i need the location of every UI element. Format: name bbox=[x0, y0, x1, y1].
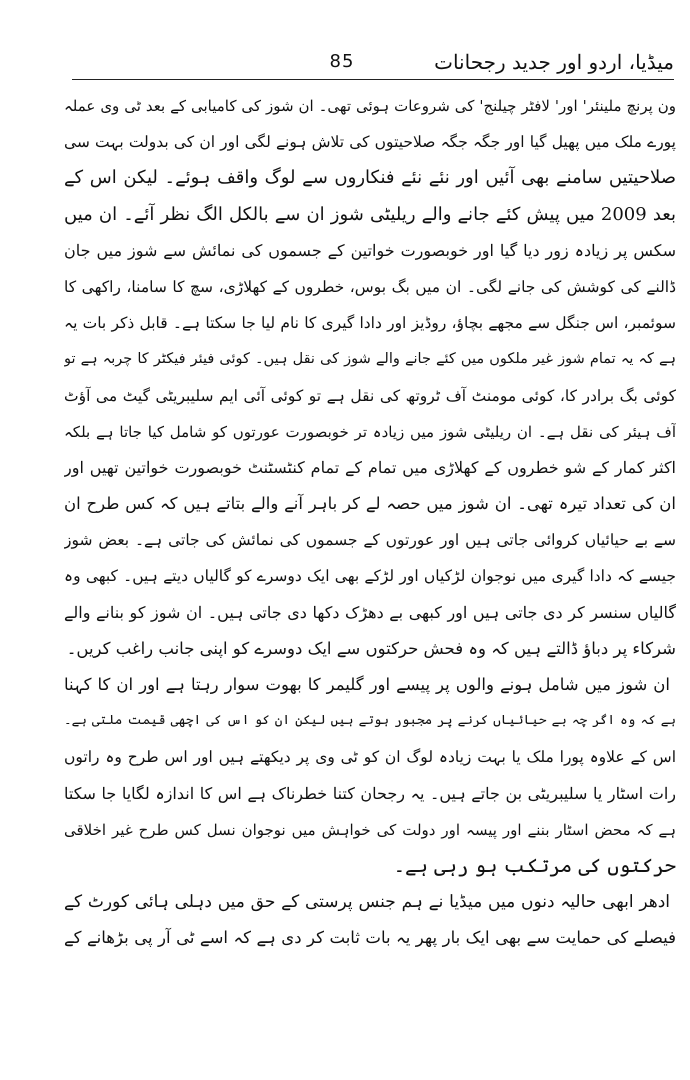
header-rule bbox=[72, 79, 674, 80]
text-line: ڈالنے کی کوشش کی جانے لگی۔ ان میں بگ بوس، خطروں کے کھلاڑی، سچ کا سامنا، راکھی کا bbox=[64, 277, 676, 296]
text-line: اکثر کمار کے شو خطروں کے کھلاڑی میں تمام کے تمام کنٹسٹنٹ خوبصورت خواتین تھیں اور bbox=[64, 457, 676, 477]
text-line: کوئی بگ برادر کا، کوئی مومنٹ آف ٹروتھ کی نقل ہے تو کوئی آئی ایم سلیبریٹی گیٹ می آؤٹ bbox=[64, 386, 676, 405]
body-text bbox=[64, 88, 676, 957]
text-line: ہے کہ یہ تمام شوز غیر ملکوں میں کئے جانے والے شوز کی نقل ہیں۔ کوئی فیئر فیکٹر کا چربہ ہے تو bbox=[64, 351, 676, 368]
text-line: ہے کہ محض اسٹار بننے اور پیسہ اور دولت کی خواہش میں نوجوان نسل کس طرح غیر اخلاقی bbox=[64, 820, 676, 839]
text-line: پورے ملک میں پھیل گیا اور جگہ جگہ صلاحیتوں کی تلاش ہونے لگی اور ان کی بدولت بہت سی bbox=[64, 133, 676, 152]
text-line: ادھر ابھی حالیہ دنوں میں میڈیا نے ہم جنس پرستی کے حق میں دہلی ہائی کورٹ کے bbox=[64, 892, 670, 913]
text-line: سکس پر زیادہ زور دیا گیا اور خوبصورت خواتین کے جسموں کی نمائش سے شوز میں جان bbox=[64, 240, 676, 260]
paragraph-end-line: حرکتوں کی مرتکب ہو رہی ہے۔ bbox=[393, 853, 676, 877]
text-line: صلاحیتیں سامنے بھی آئیں اور نئے نئے فنکاروں سے لوگ واقف ہوئے۔ لیکن اس کے bbox=[64, 167, 676, 189]
text-line: اس کے علاوہ پورا ملک یا بہت زیادہ لوگ ان کو ٹی وی پر دیکھتے ہیں اور اس طرح وہ راتوں bbox=[64, 748, 676, 767]
header-title: میڈیا، اردو اور جدید رجحانات bbox=[434, 50, 674, 74]
text-line: ان کی تعداد تیرہ تھی۔ ان شوز میں حصہ لے کر باہر آنے والے بتاتے ہیں کہ کس طرح ان bbox=[64, 494, 676, 514]
text-line: سے بے حیائیاں کروائی جاتی ہیں اور عورتوں کے جسموں کی نمائش کی جاتی ہے۔ بعض شوز bbox=[64, 531, 676, 550]
text-line: رات اسٹار یا سلیبریٹی بن جاتے ہیں۔ یہ رجحان کتنا خطرناک ہے اس کا اندازہ لگایا جا سکتا bbox=[64, 783, 676, 803]
text-line: سوئمبر، اس جنگل سے مجھے بچاؤ، روڈیز اور دادا گیری کا نام لیا جا سکتا ہے۔ قابل ذکر بات یہ bbox=[64, 314, 676, 333]
text-line: ون پرنچ ملینئر' اور' لافٹر چیلنج' کی شروعات ہوئی تھی۔ ان شوز کی کامیابی کے بعد ٹی وی عملہ bbox=[64, 97, 676, 115]
text-line: ان شوز میں شامل ہونے والوں پر پیسے اور گلیمر کا بھوت سوار رہتا ہے اور ان کا کہنا bbox=[64, 675, 670, 694]
text-line: گالیاں سنسر کر دی جاتی ہیں اور کبھی بے دھڑک دکھا دی جاتی ہیں۔ ان شوز کو بنانے والے bbox=[64, 602, 676, 622]
text-line: آف ہیئر کی نقل ہے۔ ان ریلیٹی شوز میں زیادہ تر خوبصورت عورتوں کو شامل کیا جاتا ہے بلکہ bbox=[64, 422, 676, 441]
paragraph-end-line: شرکاء پر دباؤ ڈالتے ہیں کہ وہ فحش حرکتوں سے ایک دوسرے کو اپنی جانب راغب کریں۔ bbox=[66, 638, 676, 658]
running-header bbox=[72, 46, 674, 80]
text-line: جیسے کہ دادا گیری میں نوجوان لڑکیاں اور لڑکے بھی ایک دوسرے کو گالیاں دیتے ہیں۔ کبھی وہ bbox=[64, 567, 676, 586]
page-number: 85 bbox=[329, 51, 355, 72]
text-line: فیصلے کی حمایت سے بھی ایک بار پھر یہ بات ثابت کر دی ہے کہ اسے ٹی آر پی بڑھانے کے bbox=[64, 928, 676, 948]
text-line: ہے کہ وہ اگر چہ بے حیائیاں کرنے پر مجبور ہوتے ہیں لیکن ان کو اس کی اچھی قیمت ملتی ہے۔ bbox=[64, 713, 676, 729]
text-line: بعد 2009 میں پیش کئے جانے والے ریلیٹی شوز ان سے بالکل الگ نظر آئے۔ ان میں bbox=[64, 203, 676, 225]
